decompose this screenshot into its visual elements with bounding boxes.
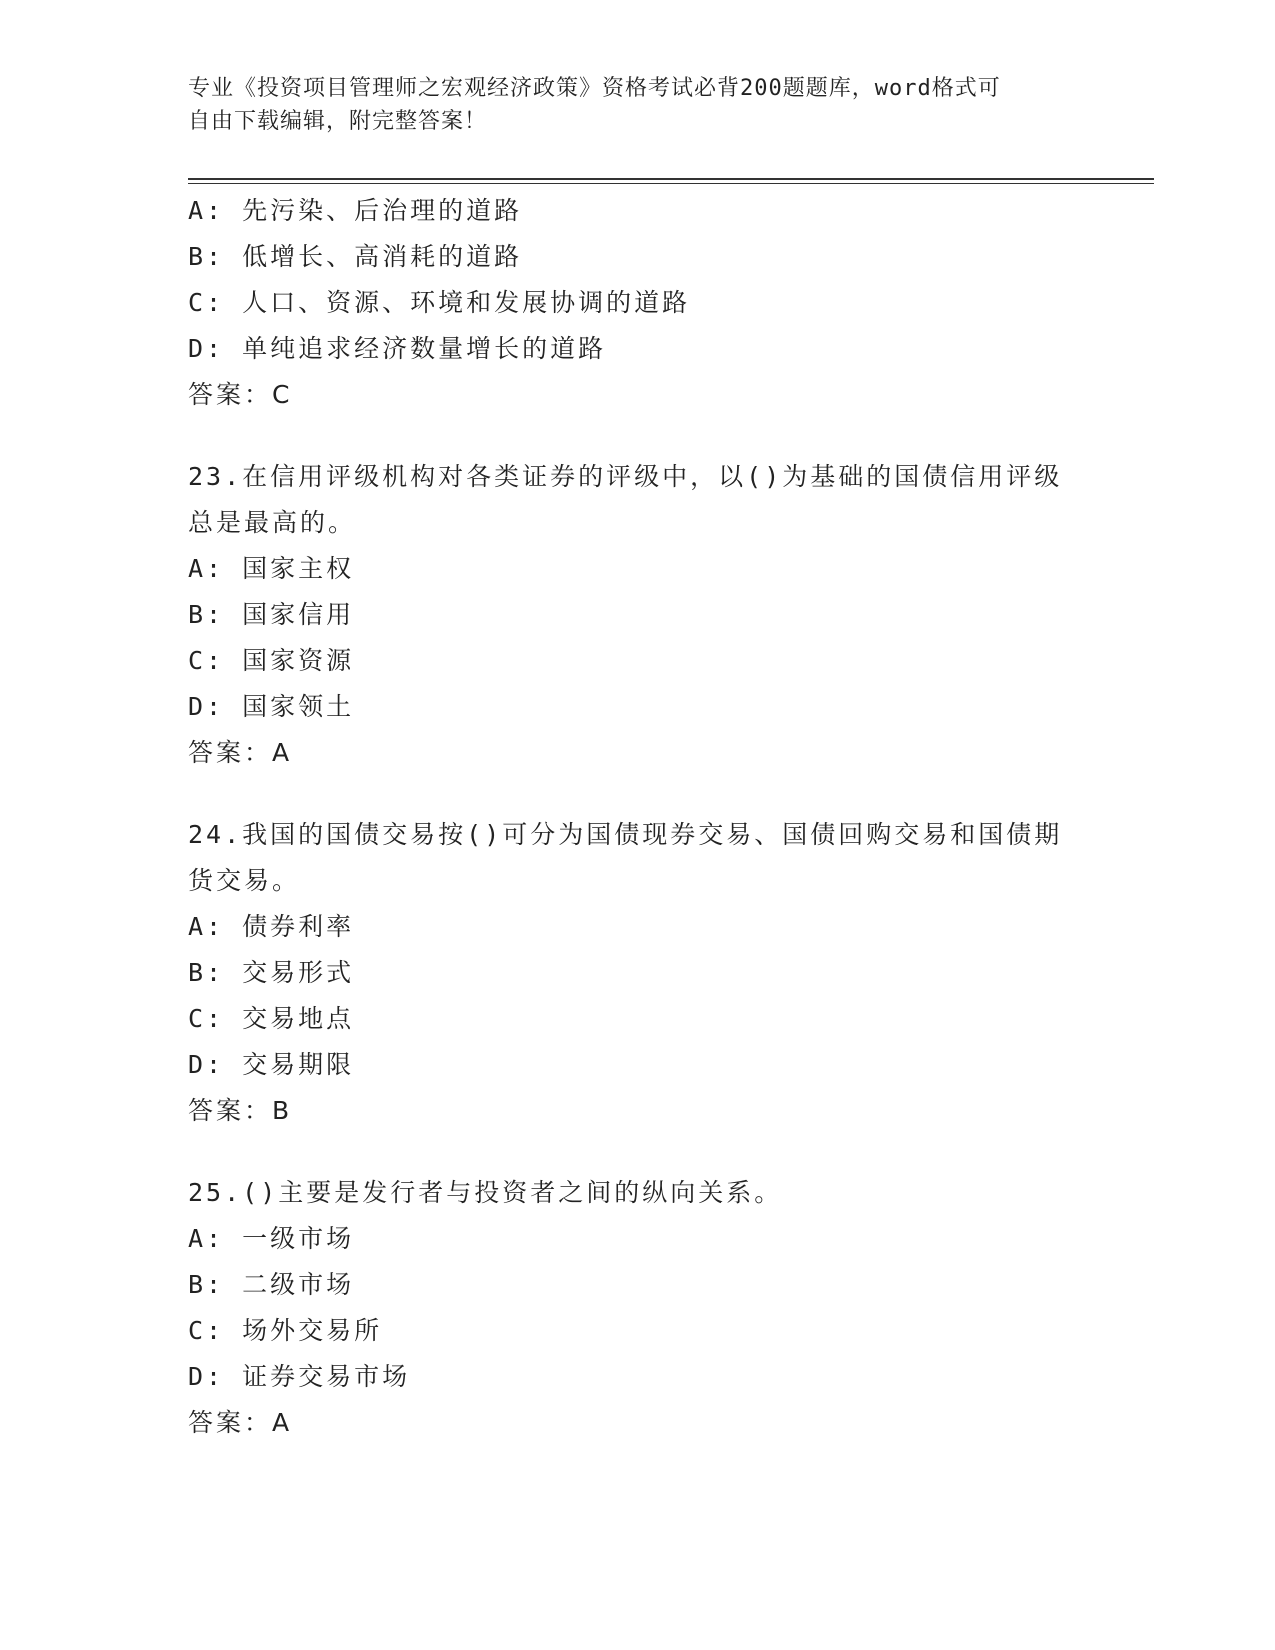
option-c: C: 人口、资源、环境和发展协调的道路 xyxy=(188,288,691,317)
answer-line: 答案：B xyxy=(188,1096,293,1125)
question-block-25 xyxy=(188,1170,1088,1446)
question-stem-line-2: 总是最高的。 xyxy=(188,508,357,537)
question-block-22 xyxy=(188,188,1088,418)
option-c: C: 交易地点 xyxy=(188,1004,355,1033)
header-divider-thin xyxy=(188,183,1154,184)
option-d: D: 国家领土 xyxy=(188,692,355,721)
option-a: A: 一级市场 xyxy=(188,1224,355,1253)
header-line-2: 自由下载编辑，附完整答案！ xyxy=(188,109,488,134)
option-d: D: 单纯追求经济数量增长的道路 xyxy=(188,334,607,363)
question-stem xyxy=(188,812,1078,904)
option-a: A: 债券利率 xyxy=(188,912,355,941)
answer-line: 答案：A xyxy=(188,738,293,767)
option-c: C: 国家资源 xyxy=(188,646,355,675)
option-b: B: 二级市场 xyxy=(188,1270,355,1299)
question-stem-line-2: 货交易。 xyxy=(188,866,301,895)
option-d: D: 证券交易市场 xyxy=(188,1362,411,1391)
document-header xyxy=(188,72,1088,138)
option-b: B: 国家信用 xyxy=(188,600,355,629)
question-stem xyxy=(188,1170,1078,1216)
header-line-1: 专业《投资项目管理师之宏观经济政策》资格考试必背200题题库，word格式可 xyxy=(188,76,1001,101)
question-stem-line-1: 25.()主要是发行者与投资者之间的纵向关系。 xyxy=(188,1178,783,1207)
question-list xyxy=(188,188,1088,1446)
question-block-23 xyxy=(188,454,1088,776)
answer-line: 答案：C xyxy=(188,380,293,409)
option-c: C: 场外交易所 xyxy=(188,1316,383,1345)
question-block-24 xyxy=(188,812,1088,1134)
question-stem-line-1: 23.在信用评级机构对各类证券的评级中，以()为基础的国债信用评级 xyxy=(188,462,1063,491)
question-stem-line-1: 24.我国的国债交易按()可分为国债现券交易、国债回购交易和国债期 xyxy=(188,820,1063,849)
answer-line: 答案：A xyxy=(188,1408,293,1437)
option-d: D: 交易期限 xyxy=(188,1050,355,1079)
option-b: B: 交易形式 xyxy=(188,958,355,987)
question-stem xyxy=(188,454,1078,546)
option-a: A: 先污染、后治理的道路 xyxy=(188,196,523,225)
header-divider xyxy=(188,178,1154,180)
option-a: A: 国家主权 xyxy=(188,554,355,583)
option-b: B: 低增长、高消耗的道路 xyxy=(188,242,523,271)
